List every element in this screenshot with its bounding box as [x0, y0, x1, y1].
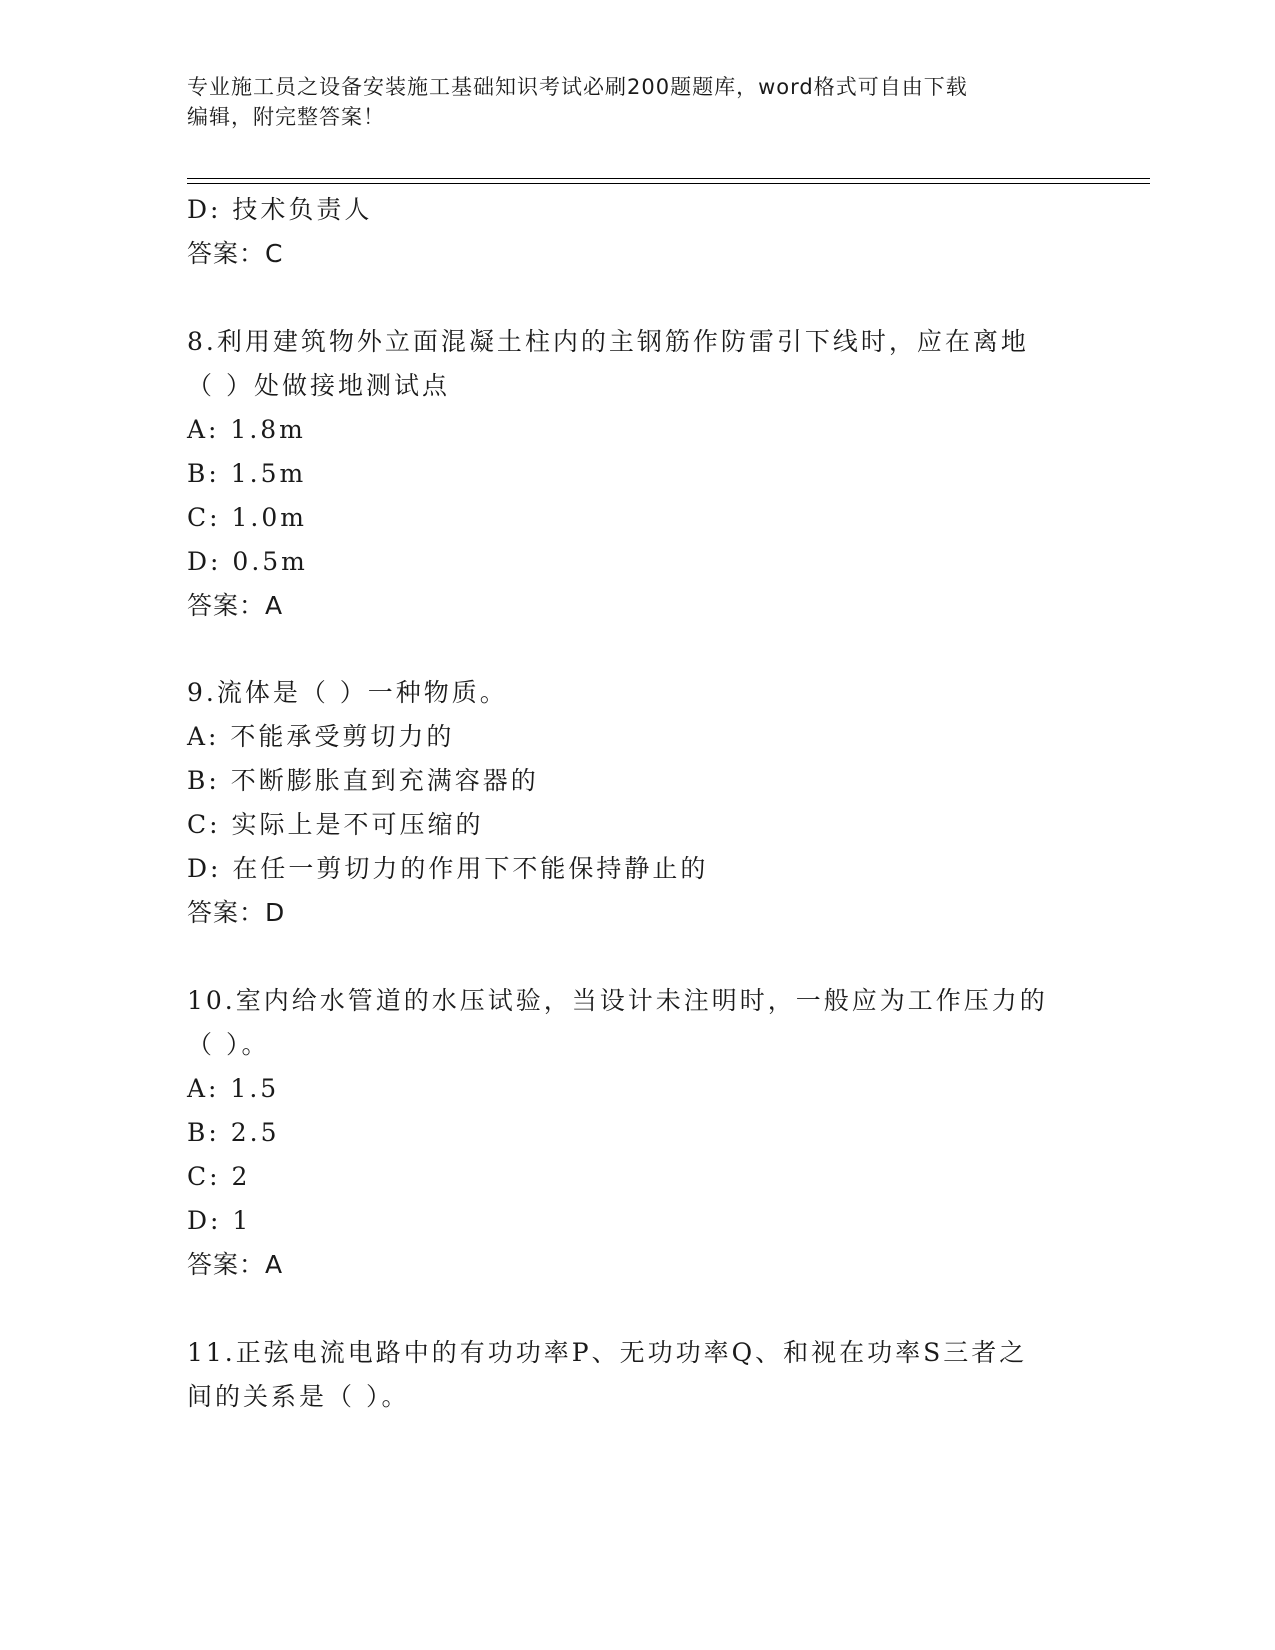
q10-question-line-2: （ ）。: [187, 1030, 270, 1059]
q8-question-line-1: 8.利用建筑物外立面混凝土柱内的主钢筋作防雷引下线时，应在离地: [187, 327, 1029, 356]
q8-option-b: B: 1.5m: [187, 459, 307, 488]
q8-option-d: D: 0.5m: [187, 547, 308, 576]
q9-question: 9.流体是（ ）一种物质。: [187, 678, 508, 707]
q9-option-b: B: 不断膨胀直到充满容器的: [187, 766, 539, 795]
q11-question-line-1: 11.正弦电流电路中的有功功率P、无功功率Q、和视在功率S三者之: [187, 1338, 1028, 1367]
q7-option-d: D: 技术负责人: [187, 195, 373, 224]
q8-question-line-2: （ ）处做接地测试点: [187, 371, 450, 400]
q7-answer: 答案：C: [187, 239, 284, 268]
q9-option-d: D: 在任一剪切力的作用下不能保持静止的: [187, 854, 709, 883]
q10-question-line-1: 10.室内给水管道的水压试验，当设计未注明时，一般应为工作压力的: [187, 986, 1048, 1015]
header-divider-top: [187, 178, 1150, 179]
q10-option-a: A: 1.5: [187, 1074, 280, 1103]
q8-answer: 答案：A: [187, 591, 284, 620]
q9-option-a: A: 不能承受剪切力的: [187, 722, 455, 751]
q10-option-b: B: 2.5: [187, 1118, 280, 1147]
q10-option-d: D: 1: [187, 1206, 252, 1235]
header-title-line-2: 编辑，附完整答案！: [187, 105, 385, 129]
q9-answer: 答案：D: [187, 898, 286, 927]
header-title-line-1: 专业施工员之设备安装施工基础知识考试必刷200题题库，word格式可自由下载: [187, 75, 968, 99]
q8-option-c: C: 1.0m: [187, 503, 307, 532]
q9-option-c: C: 实际上是不可压缩的: [187, 810, 484, 839]
q10-option-c: C: 2: [187, 1162, 251, 1191]
header-divider-bottom: [187, 183, 1150, 184]
q8-option-a: A: 1.8m: [187, 415, 306, 444]
q11-question-line-2: 间的关系是（ ）。: [187, 1382, 410, 1411]
q10-answer: 答案：A: [187, 1250, 284, 1279]
document-header: [187, 72, 1087, 132]
